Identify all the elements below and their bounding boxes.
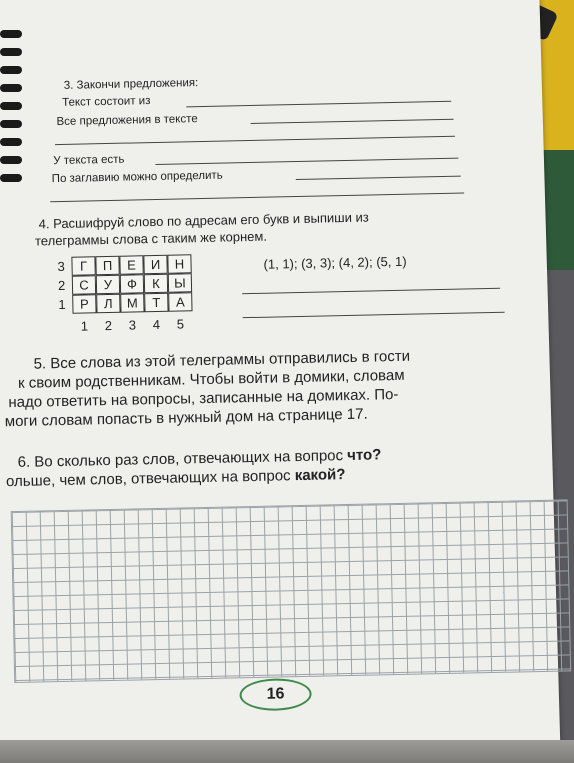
grid-cell: Т [144, 293, 168, 312]
task3-line-2: Все предложения в тексте [56, 113, 198, 129]
grid-cell: Ы [168, 273, 192, 292]
answer-line [55, 136, 455, 145]
task3-line-1: Текст состоит из [62, 95, 151, 109]
answer-line [243, 312, 505, 318]
answer-line [242, 288, 500, 294]
column-label: 5 [176, 316, 185, 332]
task3-line-3: У текста есть [53, 153, 125, 168]
grid-cell: М [120, 293, 144, 312]
answer-line [155, 158, 458, 165]
page-number: 16 [239, 678, 312, 712]
grid-cell: Л [96, 294, 120, 313]
answer-line [296, 176, 461, 180]
grid-cell: П [95, 256, 119, 275]
answer-grid[interactable] [11, 499, 571, 683]
grid-cell: Г [71, 256, 95, 275]
page-bottom-shadow [0, 740, 574, 763]
grid-cell: И [143, 255, 167, 274]
letter-addresses: (1, 1); (3, 3); (4, 2); (5, 1) [263, 253, 407, 272]
grid-cell: С [72, 275, 96, 294]
task5-line-4: моги словам попасть в нужный дом на странице 17. [4, 405, 368, 431]
task6-line-2: ольше, чем слов, отвечающих на вопрос какой? [5, 466, 346, 491]
task3-heading: 3. Закончи предложения: [63, 77, 199, 92]
grid-cell: Р [72, 294, 96, 313]
row-label: 2 [57, 277, 66, 294]
answer-line [50, 193, 464, 203]
row-label: 3 [57, 258, 65, 275]
grid-cell: Е [119, 255, 143, 274]
column-label: 3 [128, 317, 137, 333]
row-label: 1 [58, 296, 66, 313]
task3-line-4: По заглавию можно определить [51, 169, 223, 186]
answer-line [186, 101, 451, 108]
task5-line-2: к своим родственникам. Чтобы войти в домики, словам [17, 366, 405, 392]
column-label: 1 [80, 318, 89, 334]
grid-cell: А [168, 292, 192, 311]
grid-cell: Н [167, 254, 191, 273]
grid-cell: К [144, 274, 168, 293]
column-label: 2 [104, 317, 113, 334]
task6-line-1: 6. Во сколько раз слов, отвечающих на вопрос что? [17, 446, 382, 471]
task4-line-2: телеграммы слова с таким же корнем. [34, 228, 268, 249]
task4-line-1: 4. Расшифруй слово по адресам его букв и выпиши из [38, 209, 369, 232]
grid-cell: Ф [120, 274, 144, 293]
grid-cell: У [96, 275, 120, 294]
task5-line-3: надо ответить на вопросы, записанные на домиках. По- [8, 385, 399, 412]
task5-line-1: 5. Все слова из этой телеграммы отправились в гости [33, 347, 411, 373]
column-label: 4 [152, 316, 161, 333]
answer-line [251, 119, 454, 124]
